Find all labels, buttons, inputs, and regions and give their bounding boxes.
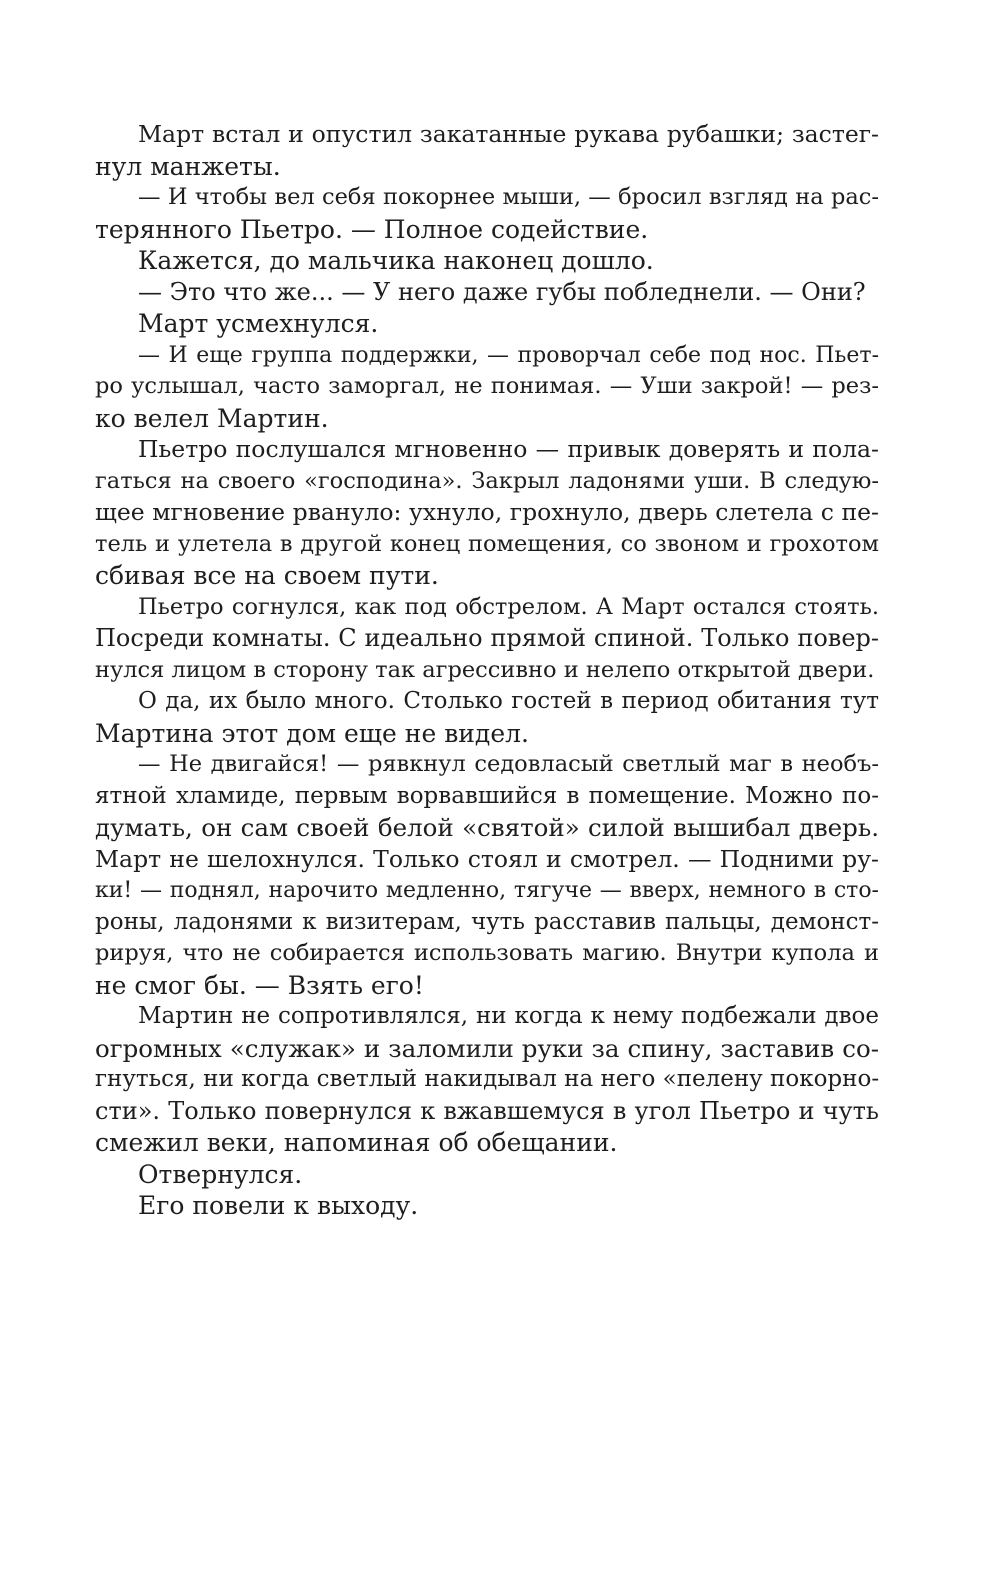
paragraph: [95, 340, 879, 435]
paragraph: [95, 182, 879, 245]
body-text: [95, 119, 879, 1222]
text-line: роны, ладонями к визитерам, чуть расставив пальцы, демонст-: [95, 908, 879, 935]
paragraph: [95, 308, 879, 340]
text-line: смежил веки, напоминая об обещании.: [95, 1128, 618, 1157]
text-line: Март усмехнулся.: [138, 309, 379, 338]
paragraph: [95, 686, 879, 749]
text-line: ятной хламиде, первым ворвавшийся в помещение. Можно по-: [95, 782, 879, 809]
text-line: нул манжеты.: [95, 151, 281, 181]
text-line: думать, он сам своей белой «святой» силой вышибал дверь.: [95, 813, 879, 842]
text-line: — И чтобы вел себя покорнее мыши, — бросил взгляд на рас-: [138, 184, 879, 210]
text-line: не смог бы. — Взять его!: [95, 970, 424, 1000]
text-line: — Не двигайся! — рявкнул седовласый светлый маг в необъ-: [138, 751, 879, 777]
text-line: О да, их было много. Столько гостей в период обитания тут: [138, 688, 879, 714]
paragraph: [95, 119, 879, 182]
text-line: Кажется, до мальчика наконец дошло.: [138, 246, 654, 275]
text-line: ко велел Мартин.: [95, 403, 329, 433]
text-line: гнуться, ни когда светлый накидывал на него «пелену покорно-: [95, 1066, 880, 1092]
text-line: нулся лицом в сторону так агрессивно и нелепо открытой двери.: [95, 656, 875, 683]
text-line: — Это что же... — У него даже губы побледнели. — Они?: [138, 277, 866, 306]
paragraph: [95, 749, 879, 1001]
text-line: Март не шелохнулся. Только стоял и смотрел. — Подними ру-: [95, 844, 879, 873]
text-line: Мартин не сопротивлялся, ни когда к нему подбежали двое: [138, 1003, 879, 1029]
text-line: Март встал и опустил закатанные рукава рубашки; застег-: [138, 120, 879, 148]
text-line: Посреди комнаты. С идеально прямой спиной. Только повер-: [95, 624, 879, 652]
text-line: терянного Пьетро. — Полное содействие.: [95, 214, 649, 244]
paragraph: [95, 1001, 879, 1159]
text-line: гаться на своего «господина». Закрыл ладонями уши. В следую-: [95, 467, 879, 494]
text-line: Мартина этот дом еще не видел.: [95, 718, 529, 748]
text-line: рируя, что не собирается использовать магию. Внутри купола и: [95, 940, 879, 966]
paragraph: [95, 1190, 879, 1222]
text-line: сти». Только повернулся к вжавшемуся в угол Пьетро и чуть: [95, 1096, 879, 1125]
text-line: щее мгновение рвануло: ухнуло, грохнуло, дверь слетела с пе-: [95, 498, 879, 526]
text-line: Отвернулся.: [138, 1159, 303, 1189]
paragraph: [95, 245, 879, 277]
paragraph: [95, 277, 879, 309]
paragraph: [95, 434, 879, 592]
text-line: огромных «служак» и заломили руки за спину, заставив со-: [95, 1033, 879, 1063]
text-line: Пьетро послушался мгновенно — привык доверять и пола-: [138, 435, 879, 463]
text-line: — И еще группа поддержки, — проворчал себе под нос. Пьет-: [138, 342, 879, 368]
text-line: тель и улетела в другой конец помещения, со звоном и грохотом: [95, 530, 879, 557]
text-line: Пьетро согнулся, как под обстрелом. А Март остался стоять.: [138, 593, 879, 620]
text-line: сбивая все на своем пути.: [95, 561, 439, 590]
text-line: ро услышал, часто заморгал, не понимая. — Уши закрой! — рез-: [95, 373, 879, 399]
text-line: Его повели к выходу.: [138, 1191, 419, 1220]
paragraph: [95, 592, 879, 687]
text-line: ки! — поднял, нарочито медленно, тягуче — вверх, немного в сто-: [95, 878, 879, 903]
paragraph: [95, 1159, 879, 1191]
